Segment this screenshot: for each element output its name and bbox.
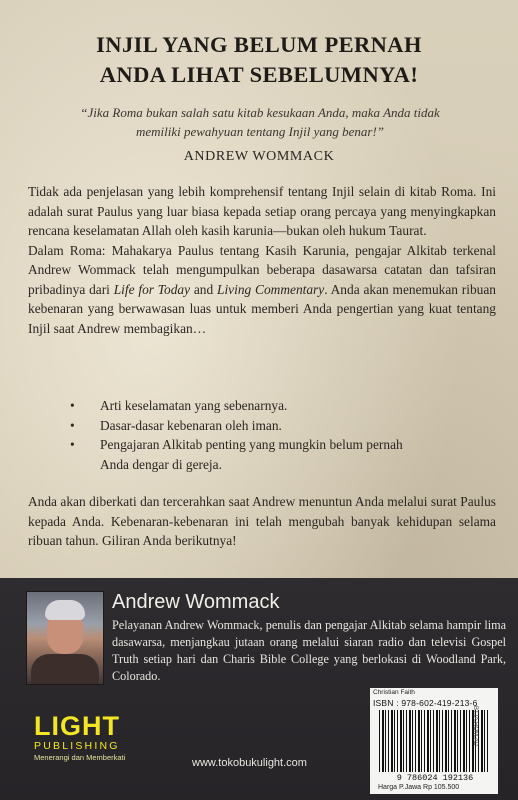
quote-author: ANDREW WOMMACK [183,149,335,164]
logo-sub: PUBLISHING [34,740,120,752]
headline-line-2: ANDA LIHAT SEBELUMNYA! [99,62,419,87]
list-item-text: Dasar-dasar kebenaran oleh iman. [100,417,282,433]
bullet-icon: • [70,417,75,433]
paragraph-1: Tidak ada penjelasan yang lebih komprehensif tentang Injil selain di kitab Roma. Ini adalah surat Paulus yang luar biasa kepada setiap orang percaya yang menyingkapkan rencana keselamatan Allah oleh kasih karunia—bukan oleh hukum Taurat. [28,184,496,238]
paragraph-2-text: Dalam Roma: Mahakarya Paulus tentang Kasih Karunia, pengajar Alkitab terkenal Andrew Wommack telah mengumpulkan beberapa dasawarsa catatan dan tafsiran pribadinya dari [28,242,496,297]
list-item [70,396,430,416]
endorsement-quote: “Jika Roma bukan salah satu kitab kesukaan Anda, maka Anda tidak memiliki pewahyuan tentang Injil yang benar!” [80,105,440,139]
paragraph-2-and: and [190,281,217,297]
bullet-list [70,396,430,474]
logo-word: LIGHT [34,711,120,741]
isbn: ISBN : 978-602-419-213-6 [373,698,478,708]
list-item-text: Arti keselamatan yang sebenarnya. [100,398,288,413]
list-item-text: Pengajaran Alkitab penting yang mungkin belum pernah Anda dengar di gereja. [100,437,403,472]
description-text [28,182,496,338]
book-reference-2: Living Commentary [217,281,325,297]
author-photo [26,591,104,685]
bullet-icon: • [70,437,75,452]
list-item [70,416,430,436]
book-category: Christian Faith [373,689,415,696]
author-name: Andrew Wommack [112,591,280,613]
catalog-code: BT.IA.ROM.AD [472,706,478,747]
cover-headline [20,30,498,90]
closing-paragraph: Anda akan diberkati dan tercerahkan saat Andrew menuntun Anda melalui surat Paulus kepada Anda. Kebenaran-kebenaran ini telah mengubah banyak kehidupan selama ribuan tahun. Giliran Anda berikutnya! [28,494,496,548]
publisher-tagline: Menerangi dan Memberkati [34,753,126,762]
bullet-icon: • [70,398,75,413]
paragraph-2-text-end: . Anda akan menemukan ribuan kebenaran yang berwawasan luas untuk memberi Anda pengertian yang kuat tentang Injil saat Andrew membagikan… [28,281,497,336]
headline-line-1: INJIL YANG BELUM PERNAH [96,32,422,57]
paragraph-2 [28,241,496,339]
publisher-website: www.tokobukulight.com [192,757,307,769]
price: Harga P.Jawa Rp 105.500 [378,784,460,791]
publisher-logo [34,712,144,763]
list-item [70,435,430,474]
book-reference-1: Life for Today [113,281,191,297]
author-bio: Pelayanan Andrew Wommack, penulis dan pengajar Alkitab selama hampir lima dasawarsa, menjangkau jutaan orang melalui siaran radio dan televisi Gospel Truth setiap hari dan Charis Bible College yang berlokasi di Woodland Park, Colorado. [112,618,506,683]
barcode-number: 9 786024 192136 [396,773,474,783]
